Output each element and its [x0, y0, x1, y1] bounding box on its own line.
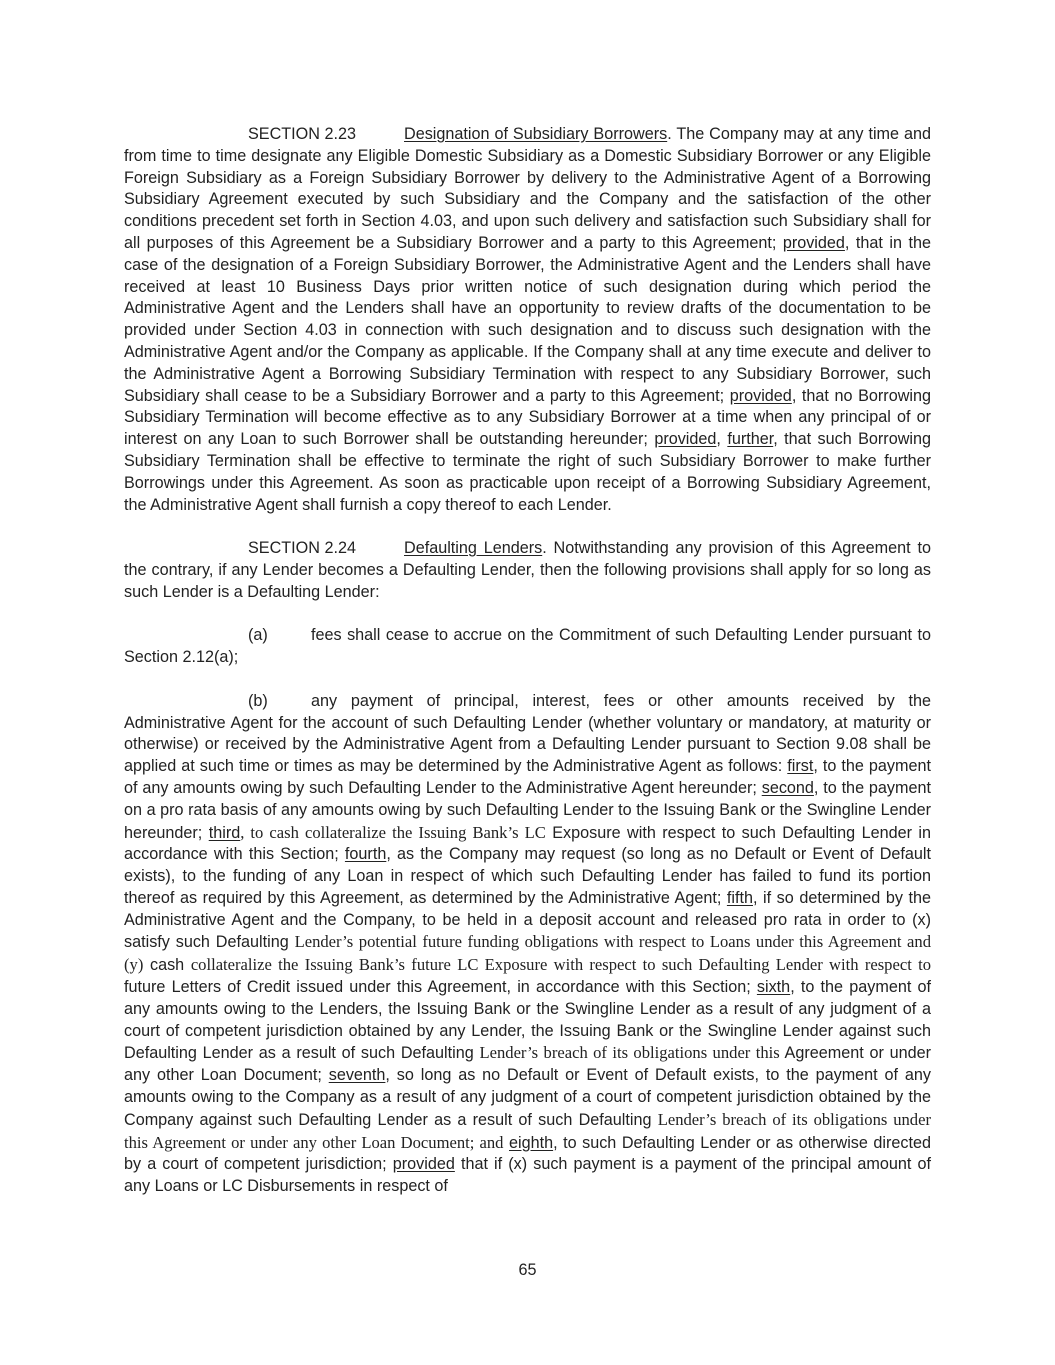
ordinal-term: third: [208, 823, 241, 842]
ordinal-term: second: [761, 778, 814, 797]
body-text: , to the payment on a pro rata basis of any amounts owing by such Defaulting Lender to the Issuing Bank or the Swingline Lender hereunder;: [124, 778, 931, 842]
proviso-term: provided: [654, 430, 717, 449]
body-text: cash: [143, 956, 191, 975]
body-text-serif: Lender’s breach of its obligations under this Agreement or under any other Loan Document; and: [124, 1109, 931, 1152]
section-number: SECTION 2.23: [248, 125, 356, 143]
section-heading: Defaulting Lenders: [404, 539, 543, 558]
body-text: , to the payment of any amounts owing by such Defaulting Lender to the Administrative Agent hereunder;: [124, 757, 931, 797]
body-text: . The Company may at any time and from time to time designate any Eligible Domestic Subsidiary as a Domestic Subsidiary Borrower or any Eligible Foreign Subsidiary as a Foreign Subsidiary Borrower by delivery to the Administrative Agent of a Borrowing Subsidiary Agreement executed by such Subsidiary and the Company and the satisfaction of the other conditions precedent set forth in Section 4.03, and upon such delivery and satisfaction such Subsidiary shall for all purposes of this Agreement be a Subsidiary Borrower and a party to this Agreement;: [124, 125, 931, 252]
body-text-serif: , to cash collateralize the Issuing Bank’s LC: [240, 822, 546, 842]
proviso-term: provided: [392, 1155, 455, 1174]
body-text-serif: Lender’s potential future funding obligations with respect to Loans under this Agreement and (y): [124, 932, 932, 975]
body-text: any payment of principal, interest, fees or other amounts received by the Administrative Agent for the account of such Defaulting Lender (whether voluntary or mandatory, at maturity or otherwise) or received by the Administrative Agent from a Defaulting Lender pursuant to Section 9.08 shall be applied at such time or times as may be determined by the Administrative Agent as follows:: [124, 691, 931, 776]
body-text: future Letters of Credit issued under this Agreement, in accordance with this Section;: [124, 978, 757, 997]
body-text: , that in the case of the designation of a Foreign Subsidiary Borrower, the Administrative Agent and the Lenders shall have received at least 10 Business Days prior written notice of such designation during which period the Administrative Agent and the Lenders shall have an opportunity to review drafts of the documentation to be provided under Section 4.03 in connection with such designation and to discuss such designation with the Administrative Agent and/or the Company as applicable. If the Company shall at any time execute and deliver to the Administrative Agent a Borrowing Subsidiary Termination with respect to any Subsidiary Borrower, such Subsidiary shall cease to be a Subsidiary Borrower and a party to this Agreement;: [124, 233, 931, 405]
body-text-serif: collateralize the Issuing Bank’s future LC Exposure with respect to such Defaulting Lender with respect to: [190, 955, 931, 975]
clause-b-paragraph: [124, 691, 931, 1198]
body-text: , so long as no Default or Event of Default exists, to the payment of any amounts owing to the Company as a result of any judgment of a court of competent jurisdiction obtained by the Company against such Defaulting Lender as a result of such Defaulting: [124, 1066, 931, 1129]
ordinal-term: first: [787, 757, 814, 776]
proviso-term: further: [727, 430, 774, 449]
section-2-24-paragraph: [124, 538, 931, 603]
clause-label: (b): [248, 691, 268, 710]
body-text: ,: [716, 430, 728, 449]
section-2-23-paragraph: [124, 124, 931, 516]
body-text: . Notwithstanding any provision of this Agreement to the contrary, if any Lender becomes a Defaulting Lender, then the following provisions shall apply for so long as such Lender is a Defaulting Lender:: [124, 539, 931, 601]
body-text: , to such Defaulting Lender or as otherwise directed by a court of competent jurisdiction;: [124, 1133, 931, 1174]
body-text: Exposure with respect to such Defaulting Lender in accordance with this Section;: [124, 823, 931, 864]
body-text: , that no Borrowing Subsidiary Termination will become effective as to any Subsidiary Borrower at a time when any principal of or interest on any Loan to such Borrower shall be outstanding hereunder;: [124, 386, 931, 449]
ordinal-term: fourth: [344, 845, 387, 864]
body-text: that if (x) such payment is a payment of the principal amount of any Loans or LC Disbursements in respect of: [124, 1155, 931, 1196]
proviso-term: provided: [729, 386, 792, 405]
body-text: , to the payment of any amounts owing to the Lenders, the Issuing Bank or the Swingline Lender as a result of any judgment of a court of competent jurisdiction obtained by any Lender, the Issuing Bank or the Swingline Lender against such Defaulting Lender as a result of such Defaulting: [124, 978, 932, 1063]
page-number: 65: [518, 1261, 537, 1279]
body-text-serif: Lender’s breach of its obligations under this: [479, 1043, 780, 1063]
body-text: Agreement or under any other Loan Document;: [124, 1044, 932, 1085]
body-text: , that such Borrowing Subsidiary Termination shall be effective to terminate the right of such Subsidiary Borrower to make further Borrowings under this Agreement. As soon as practicable upon receipt of a Borrowing Subsidiary Agreement, the Administrative Agent shall furnish a copy thereof to each Lender.: [124, 430, 931, 514]
clause-label: (a): [248, 626, 268, 645]
proviso-term: provided: [782, 233, 845, 252]
document-page: [124, 124, 931, 1220]
ordinal-term: sixth: [756, 978, 791, 997]
ordinal-term: eighth: [509, 1133, 554, 1152]
section-heading: Designation of Subsidiary Borrowers: [404, 125, 668, 143]
ordinal-term: seventh: [328, 1066, 386, 1085]
ordinal-term: fifth: [726, 888, 753, 907]
clause-a-paragraph: [124, 625, 931, 669]
body-text: , if so determined by the Administrative Agent and the Company, to be held in a deposit account and released pro rata in order to (x) satisfy such Defaulting: [124, 888, 931, 952]
body-text: fees shall cease to accrue on the Commitment of such Defaulting Lender pursuant to Section 2.12(a);: [124, 626, 931, 667]
body-text: , as the Company may request (so long as no Default or Event of Default exists), to the funding of any Loan in respect of which such Defaulting Lender has failed to fund its portion thereof as required by this Agreement, as determined by the Administrative Agent;: [124, 845, 931, 907]
section-number: SECTION 2.24: [248, 539, 356, 558]
